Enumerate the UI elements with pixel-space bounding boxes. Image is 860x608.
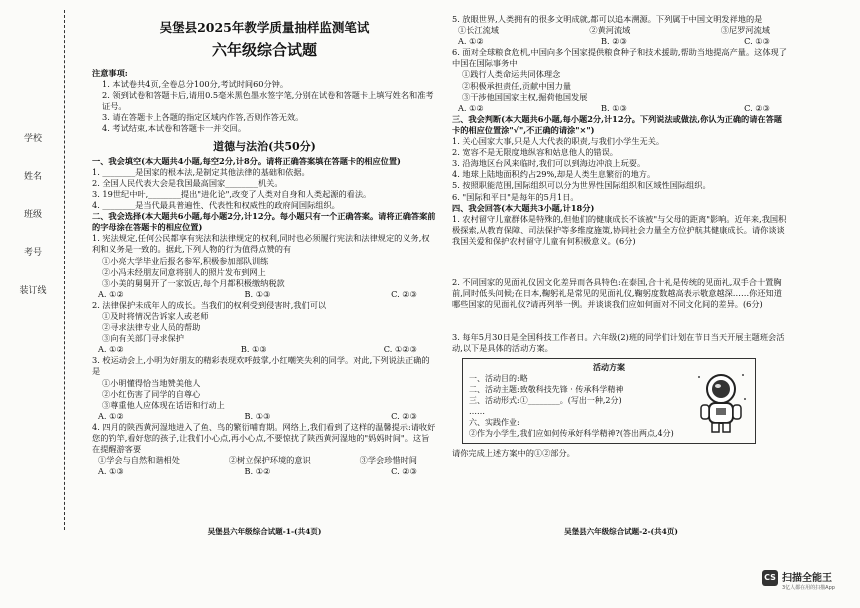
choice-item: ③尊重他人应体现在话语和行动上 [102,399,225,410]
choice-question: 1. 宪法规定,任何公民都享有宪法和法律规定的权利,同时也必须履行宪法和法律规定的义务,权利和义务是一致的。据此,下列人物的行为值得点赞的有 [92,233,430,255]
scanner-app-name: 扫描全能王 [782,573,832,584]
option-a: A. ①② [458,102,484,113]
choice-item: ①学会与自然和谐相处 [98,455,180,466]
choice-question: 3. 校运动会上,小明为好朋友的精彩表现欢呼鼓掌,小红嘲笑失利的同学。对此,下列说法正确的是 [92,355,430,377]
option-c: C. ①②③ [383,344,417,355]
choice-options [92,411,437,422]
choice-item: ①践行人类命运共同体理念 [462,69,561,80]
plan-item: ②作为小学生,我们应如何传承好科学精神?(答出两点,4分) [469,429,674,439]
choice-item: ②寻求法律专业人员的帮助 [102,322,201,333]
astronaut-illustration [693,369,749,433]
binding-label: 考号 [23,248,42,258]
option-c: C. ①③ [744,36,770,47]
option-c: C. ②③ [744,102,770,113]
option-b: B. ①③ [240,344,267,355]
note-item: 4. 考试结束,本试卷和答题卡一并交回。 [102,123,247,134]
notes-heading: 注意事项: [92,68,128,78]
plan-item: …… [469,407,485,417]
option-b: B. ①③ [601,102,627,113]
judge-item: 3. 沿海地区台风来临时,我们可以到海边冲浪上玩耍。 [452,158,646,169]
option-b: B. ①③ [244,288,271,299]
fill-question: 3. 19世纪中叶,________提出"进化论",改变了人类对自身和人类起源的看法。 [92,188,372,199]
binding-label: 装订线 [19,286,47,296]
fill-question: 2. 全国人民代表大会是我国最高国家________机关。 [92,177,283,188]
option-a: A. ①③ [98,466,124,477]
fill-question: 1. ________是国家的根本法,是制定其他法律的基础和依据。 [92,166,310,177]
page-2 [452,14,790,460]
option-a: A. ①② [98,288,124,299]
option-b: B. ②③ [601,36,627,47]
option-a: A. ①② [458,36,484,47]
choice-question: 2. 法律保护未成年人的成长。当我们的权利受到侵害时,我们可以 [92,299,327,310]
fill-question: 4. ________是当代最具普遍性、代表性和权威性的政府间国际组织。 [92,200,340,211]
choice-options [92,289,437,300]
choice-question: 6. 面对全球粮食危机,中国向多个国家提供粮食种子和技术援助,帮助当地提高产量。这体现了中国在国际事务中 [452,47,787,69]
choice-item: ②小冯未经朋友同意将别人的照片发布到网上 [102,266,266,277]
judge-item: 6. "国际和平日"是每年的5月1日。 [452,191,579,202]
choice-question: 5. 放眼世界,人类拥有的很多文明成就,都可以追本溯源。下列属于中国文明发祥地的是 [452,14,763,24]
binding-label: 班级 [23,210,42,220]
judge-item: 4. 地球上陆地面积约占29%,却是人类生息繁衍的地方。 [452,169,656,180]
choice-item: ②小红伤害了同学的自尊心 [102,388,201,399]
choice-item: ②树立保护环境的意识 [228,455,311,466]
answer-space [452,310,790,332]
answer-question: 1. 农村留守儿童群体是特殊的,但他们的健康成长不该被"与父母的距离"影响。近年来,我国积极探索,从教育保障、司法保护等多维度施策,协同社会力量全方位护航其健康成长。请你谈谈我国关爱和保护农村留守儿童有何积极意义。(6分) [452,213,787,246]
binding-dashed-line [64,10,65,530]
page-footer-2: 吴堡县六年级综合试题-2-(共4页) [564,527,678,536]
choice-options [92,344,437,355]
note-item: 2. 领到试卷和答题卡后,请用0.5毫米黑色墨水签字笔,分别在试卷和答题卡上填写姓名和准考证号。 [102,90,434,112]
option-b: B. ①③ [244,410,271,421]
option-b: B. ①② [244,466,271,477]
choice-items-row [92,455,437,466]
binding-label: 姓名 [23,172,42,182]
choice-options [452,36,790,47]
option-a: A. ①② [98,344,124,355]
choice-item: ③干涉他国国家主权,掘荷他国发展 [462,91,588,102]
exam-subtitle: 六年级综合试题 [211,41,317,59]
choice-item: ③学会珍惜时间 [359,455,417,466]
activity-plan-box [462,358,756,444]
binding-labels [8,120,58,310]
judge-item: 5. 按照职能范围,国际组织可以分为世界性国际组织和区域性国际组织。 [452,180,711,191]
choice-item: ①及时将情况告诉家人或老师 [102,310,209,321]
option-c: C. ②③ [391,466,417,477]
choice-options [92,466,437,477]
answer-heading: 四、我会回答(本大题共3小题,计18分) [452,202,595,213]
plan-item: 三、活动形式:①________。(写出一种,2分) [469,396,622,406]
choice-item: ②积极承担责任,贡献中国力量 [462,80,572,91]
plan-item: 六、实践作业: [469,418,520,428]
choice-item: ③向有关部门寻求保护 [102,333,184,344]
fill-heading: 一、我会填空(本大题共4小题,每空2分,计8分。请将正确答案填在答题卡的相应位置) [92,155,401,166]
option-a: A. ①② [98,410,124,421]
plan-title: 活动方案 [593,362,625,373]
choice-items-row [452,25,790,36]
note-item: 1. 本试卷共4页,全卷总分100分,考试时间60分钟。 [102,79,289,90]
judge-item: 1. 关心国家大事,只是人大代表的职责,与我们小学生无关。 [452,136,665,147]
plan-item: 一、活动目的:略 [469,374,528,384]
choice-options [452,103,790,114]
plan-item: 二、活动主题:致敬科技先锋 · 传承科学精神 [469,385,624,395]
choice-item: ①长江流域 [458,25,499,36]
judge-item: 2. 宽容不是无限度地纵容和姑息他人的错误。 [452,147,618,158]
choice-item: ①小亮大学毕业后报名参军,积极参加部队训练 [102,255,269,266]
binding-margin [0,0,86,608]
choice-item: ③小美的舅舅开了一家饭店,每个月都积极缴纳税款 [102,277,285,288]
section-title: 道德与法治(共50分) [213,139,316,153]
note-item: 3. 请在答题卡上各题的指定区域内作答,否则作答无效。 [102,112,304,123]
scanner-logo-icon: CS [762,570,778,586]
choice-heading: 二、我会选择(本大题共6小题,每小题2分,计12分。每小题只有一个正确答案。请将正确答案前的字母涂在答题卡的相应位置) [92,211,436,233]
answer-question: 2. 不同国家的见面礼仪因文化差异而各具特色:在泰国,合十礼是传统的见面礼,双手合十置胸前,同时低头问候;在日本,鞠躬礼是常见的见面礼仪,鞠躬度数越高表示敬意越深……你还知道哪些国家的见面礼仪?请再列举一例。并谈谈我们应如何面对不同文化间的差异。(6分) [452,276,782,310]
page-footer-1: 吴堡县六年级综合试题-1-(共4页) [207,527,322,536]
choice-item: ②黄河流域 [589,25,631,36]
page-1 [92,14,437,477]
scanner-tagline: 3亿人都在用的扫描App [782,585,835,591]
choice-item: ③尼罗河流域 [720,25,770,36]
choice-item: ①小明懂得恰当地赞美他人 [102,377,201,388]
answer-instruction: 请你完成上述方案中的①②部分。 [452,448,575,459]
answer-question: 3. 每年5月30日是全国科技工作者日。六年级(2)班的同学们计划在节日当天开展主题班会活动,以下是具体的活动方案。 [452,332,785,354]
option-c: C. ②③ [391,410,417,421]
choice-question: 4. 四月的陕西黄河湿地进入了鱼、鸟的繁衍哺育期。网络上,我们看到了这样的温馨提示:请收好您的钓竿,看好您的孩子,让我们小心点,再小心点,不要惊扰了陕西黄河湿地的"妈妈时间"。这旨在提醒游客要 [92,421,436,455]
option-c: C. ②③ [391,288,417,299]
scanner-watermark [762,566,852,598]
exam-title: 吴堡县2025年教学质量抽样监测笔试 [159,20,370,35]
judge-heading: 三、我会判断(本大题共6小题,每小题2分,计12分。下列说法或做法,你认为正确的请在答题卡的相应位置涂"√",不正确的请涂"×") [452,113,782,135]
binding-label: 学校 [23,134,42,144]
answer-space [452,247,790,277]
